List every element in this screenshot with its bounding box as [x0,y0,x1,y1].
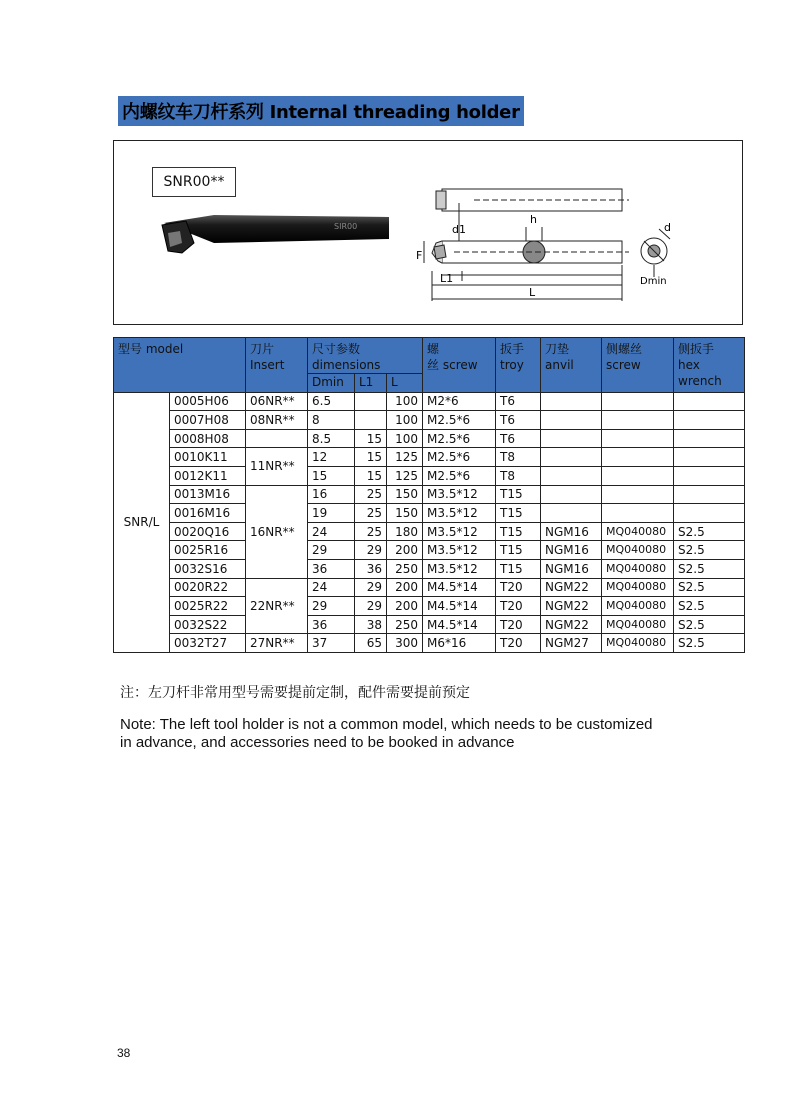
cell-anvil: NGM27 [541,634,602,653]
cell-l: 125 [387,448,423,467]
cell-l: 300 [387,634,423,653]
dim-label-f: F [416,249,423,262]
cell-hex [674,485,745,504]
header-model: 型号 model [114,338,246,393]
cell-l1: 25 [355,485,387,504]
spec-table [113,337,745,653]
cell-side-screw [602,466,674,485]
dim-label-h: h [530,213,537,226]
product-figure [113,140,743,325]
table-row [114,615,745,634]
cell-side-screw: MQ040080 [602,559,674,578]
cell-anvil: NGM22 [541,578,602,597]
cell-hex: S2.5 [674,541,745,560]
cell-troy: T20 [496,634,541,653]
cell-l1: 25 [355,522,387,541]
cell-side-screw: MQ040080 [602,597,674,616]
note-english-line2: in advance, and accessories need to be booked in advance [120,734,515,751]
cell-troy: T6 [496,411,541,430]
cell-dmin: 16 [308,485,355,504]
cell-side-screw [602,429,674,448]
cell-model: 0008H08 [170,429,246,448]
table-row [114,597,745,616]
header-hex-wrench [674,338,745,393]
cell-l: 100 [387,411,423,430]
cell-insert: 16NR** [246,485,308,578]
cell-l: 150 [387,485,423,504]
cell-l: 180 [387,522,423,541]
cell-hex: S2.5 [674,578,745,597]
cell-anvil [541,411,602,430]
table-row [114,634,745,653]
cell-l1: 15 [355,448,387,467]
header-side-screw-en: screw [606,358,641,372]
note-english [120,716,720,752]
cell-screw: M3.5*12 [423,541,496,560]
cell-hex [674,429,745,448]
table-row [114,541,745,560]
cell-troy: T15 [496,485,541,504]
header-insert-cn: 刀片 [250,342,275,356]
table-row [114,392,745,411]
table-row [114,578,745,597]
note-english-line1: Note: The left tool holder is not a common model, which needs to be customized [120,716,653,733]
cell-troy: T8 [496,466,541,485]
cell-anvil [541,392,602,411]
dim-label-dmin: Dmin [640,276,667,287]
table-row [114,559,745,578]
header-anvil-en: anvil [545,358,574,372]
cell-hex: S2.5 [674,597,745,616]
header-screw-en: 丝 screw [427,358,478,372]
page-number: 38 [117,1046,131,1060]
cell-l1: 36 [355,559,387,578]
dim-label-l: L [529,286,536,299]
header-troy-en: troy [500,358,524,372]
dim-label-l1: L1 [440,272,454,285]
cell-l1: 65 [355,634,387,653]
cell-screw: M2.5*6 [423,448,496,467]
header-l1: L1 [355,374,387,393]
cell-l: 200 [387,541,423,560]
cell-side-screw: MQ040080 [602,615,674,634]
cell-troy: T15 [496,522,541,541]
cell-screw: M3.5*12 [423,559,496,578]
cell-anvil: NGM22 [541,615,602,634]
header-anvil-cn: 刀垫 [545,342,570,356]
cell-hex [674,392,745,411]
cell-insert: 08NR** [246,411,308,430]
cell-screw: M2.5*6 [423,429,496,448]
cell-insert: 27NR** [246,634,308,653]
dim-label-d1: d1 [452,223,466,236]
cell-dmin: 29 [308,541,355,560]
cell-model: 0032S22 [170,615,246,634]
cell-model: 0013M16 [170,485,246,504]
cell-l: 250 [387,559,423,578]
cell-l: 200 [387,578,423,597]
cell-anvil [541,504,602,523]
cell-dmin: 8.5 [308,429,355,448]
header-l: L [387,374,423,393]
table-row [114,485,745,504]
header-insert-en: Insert [250,358,285,372]
cell-model: 0025R22 [170,597,246,616]
header-dimensions [308,338,423,374]
header-screw [423,338,496,393]
cell-l: 125 [387,466,423,485]
cell-side-screw [602,504,674,523]
cell-anvil: NGM16 [541,541,602,560]
cell-dmin: 24 [308,522,355,541]
photo-engraving: SIR00 [334,222,358,231]
cell-model: 0032T27 [170,634,246,653]
cell-troy: T15 [496,504,541,523]
cell-screw: M4.5*14 [423,615,496,634]
header-anvil [541,338,602,393]
cell-hex [674,466,745,485]
header-side-screw [602,338,674,393]
cell-l1: 29 [355,597,387,616]
cell-model: 0016M16 [170,504,246,523]
cell-l1 [355,411,387,430]
cell-troy: T20 [496,597,541,616]
cell-troy: T15 [496,541,541,560]
cell-hex [674,448,745,467]
cell-troy: T20 [496,615,541,634]
cell-model: 0032S16 [170,559,246,578]
cell-screw: M3.5*12 [423,522,496,541]
header-side-screw-cn: 侧螺丝 [606,342,643,356]
cell-side-screw: MQ040080 [602,578,674,597]
header-dim-cn: 尺寸参数 [312,342,361,356]
technical-drawing [414,181,739,311]
cell-screw: M4.5*14 [423,578,496,597]
cell-hex [674,411,745,430]
cell-side-screw [602,411,674,430]
header-troy [496,338,541,393]
header-hex-en1: hex [678,358,700,372]
table-row [114,448,745,467]
cell-l: 200 [387,597,423,616]
cell-anvil [541,429,602,448]
cell-l: 100 [387,392,423,411]
cell-side-screw: MQ040080 [602,522,674,541]
cell-screw: M4.5*14 [423,597,496,616]
cell-anvil [541,448,602,467]
header-hex-en2: wrench [678,374,722,388]
cell-troy: T20 [496,578,541,597]
cell-l1: 15 [355,429,387,448]
cell-l1: 25 [355,504,387,523]
header-dmin: Dmin [308,374,355,393]
cell-dmin: 36 [308,615,355,634]
cell-l1: 15 [355,466,387,485]
cell-model: 0012K11 [170,466,246,485]
cell-l: 250 [387,615,423,634]
cell-troy: T6 [496,392,541,411]
cell-l1: 29 [355,578,387,597]
cell-hex [674,504,745,523]
page-title: 内螺纹车刀杆系列 Internal threading holder [118,96,524,126]
cell-troy: T6 [496,429,541,448]
cell-dmin: 29 [308,597,355,616]
cell-model: 0007H08 [170,411,246,430]
cell-insert [246,429,308,448]
cell-troy: T8 [496,448,541,467]
header-screw-cn: 螺 [427,342,440,356]
cell-model: 0025R16 [170,541,246,560]
note-chinese: 注：左刀杆非常用型号需要提前定制，配件需要提前预定 [120,685,470,701]
cell-side-screw [602,392,674,411]
cell-anvil [541,485,602,504]
cell-side-screw: MQ040080 [602,541,674,560]
cell-side-screw [602,485,674,504]
model-label: SNR00** [152,167,236,197]
cell-side-screw [602,448,674,467]
cell-dmin: 15 [308,466,355,485]
cell-hex: S2.5 [674,634,745,653]
cell-model: 0010K11 [170,448,246,467]
cell-dmin: 37 [308,634,355,653]
cell-anvil: NGM16 [541,559,602,578]
table-row [114,429,745,448]
cell-dmin: 12 [308,448,355,467]
cell-anvil: NGM16 [541,522,602,541]
cell-hex: S2.5 [674,615,745,634]
cell-dmin: 36 [308,559,355,578]
cell-model: 0020R22 [170,578,246,597]
cell-dmin: 24 [308,578,355,597]
header-dim-en: dimensions [312,358,381,372]
cell-screw: M2.5*6 [423,466,496,485]
cell-insert: 22NR** [246,578,308,634]
header-insert [246,338,308,393]
cell-anvil: NGM22 [541,597,602,616]
cell-dmin: 6.5 [308,392,355,411]
dim-label-d: d [664,221,671,234]
cell-dmin: 19 [308,504,355,523]
header-hex-cn: 侧扳手 [678,342,715,356]
cell-screw: M3.5*12 [423,485,496,504]
table-row [114,466,745,485]
cell-l: 100 [387,429,423,448]
cell-dmin: 8 [308,411,355,430]
cell-l1 [355,392,387,411]
cell-hex: S2.5 [674,522,745,541]
cell-anvil [541,466,602,485]
cell-troy: T15 [496,559,541,578]
cell-screw: M2*6 [423,392,496,411]
header-troy-cn: 扳手 [500,342,525,356]
cell-l: 150 [387,504,423,523]
cell-hex: S2.5 [674,559,745,578]
series-cell: SNR/L [114,392,170,652]
cell-screw: M3.5*12 [423,504,496,523]
cell-insert: 06NR** [246,392,308,411]
cell-l1: 29 [355,541,387,560]
table-row [114,504,745,523]
cell-l1: 38 [355,615,387,634]
cell-model: 0020Q16 [170,522,246,541]
table-row [114,522,745,541]
cell-side-screw: MQ040080 [602,634,674,653]
table-row [114,411,745,430]
cell-screw: M2.5*6 [423,411,496,430]
cell-screw: M6*16 [423,634,496,653]
tool-holder-photo [154,203,394,263]
cell-model: 0005H06 [170,392,246,411]
cell-insert: 11NR** [246,448,308,485]
